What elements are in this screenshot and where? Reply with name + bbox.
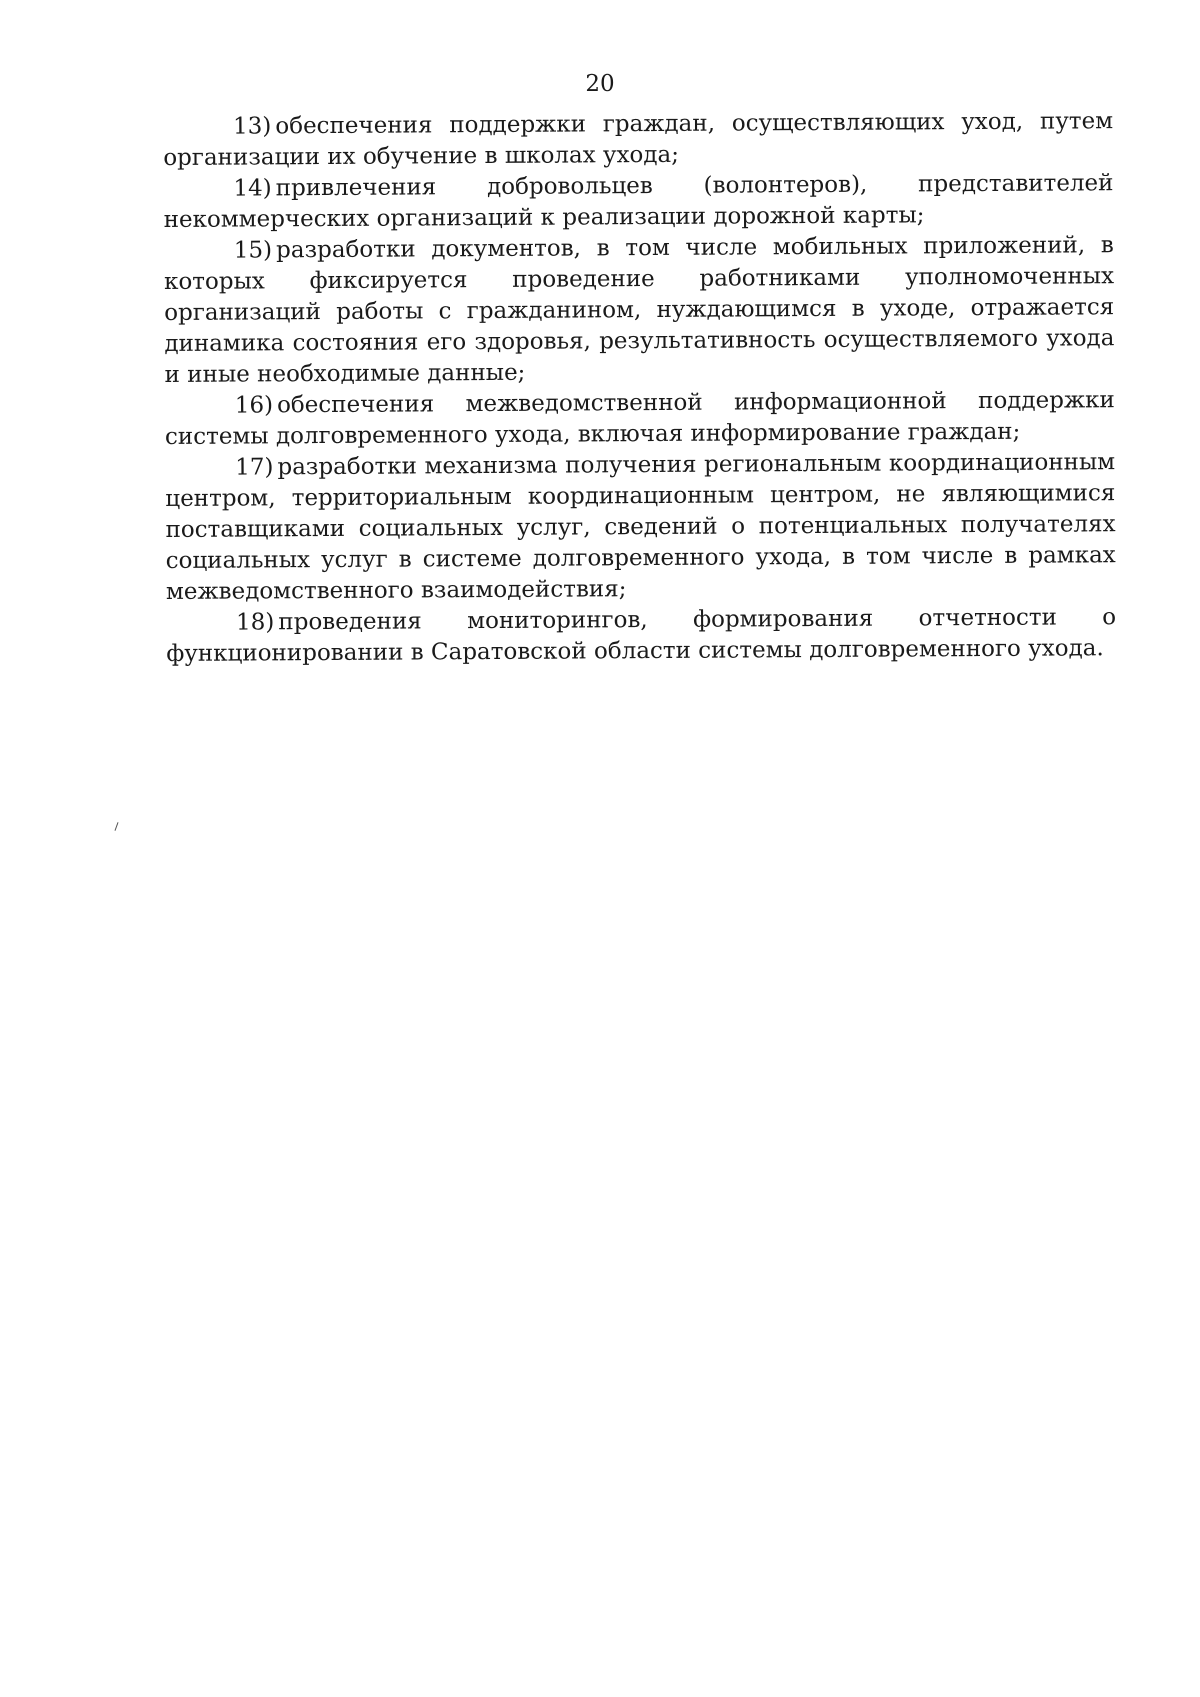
item-number: 17) — [235, 454, 274, 481]
scan-artifact — [114, 822, 118, 831]
list-item — [164, 230, 1115, 391]
list-item — [165, 447, 1116, 608]
item-text: проведения мониторингов, формирования отчетности о функционировании в Саратовской области системы долговременного ухода. — [166, 604, 1117, 667]
item-text: разработки документов, в том числе мобильных приложений, в которых фиксируется проведение работниками уполномоченных организаций работы с гражданином, нуждающимся в уходе, отражается динамика состояния его здоровья, результативность осуществляемого ухода и иные необходимые данные; — [163, 232, 1115, 388]
list-item — [163, 106, 1113, 174]
list-item — [166, 602, 1116, 670]
item-number: 13) — [233, 113, 272, 140]
item-text: разработки механизма получения региональным координационным центром, территориальным координационным центром, не являющимися поставщиками социальных услуг, сведений о потенциальных получателях социальных услуг в системе долговременного ухода, в том числе в рамках межведомственного взаимодействия; — [165, 449, 1116, 605]
item-number: 15) — [233, 237, 273, 264]
document-body — [163, 106, 1116, 670]
item-text: привлечения добровольцев (волонтеров), представителей некоммерческих организаций к реализации дорожной карты; — [163, 170, 1114, 233]
item-text: обеспечения поддержки граждан, осуществляющих уход, путем организации их обучение в школах ухода; — [163, 108, 1114, 171]
list-item — [165, 385, 1115, 453]
item-text: обеспечения межведомственной информационной поддержки системы долговременного ухода, включая информирование граждан; — [164, 387, 1115, 450]
list-item — [163, 168, 1113, 236]
item-number: 16) — [234, 392, 274, 419]
item-number: 14) — [233, 175, 272, 202]
item-number: 18) — [236, 609, 275, 636]
page-number: 20 — [585, 71, 615, 97]
